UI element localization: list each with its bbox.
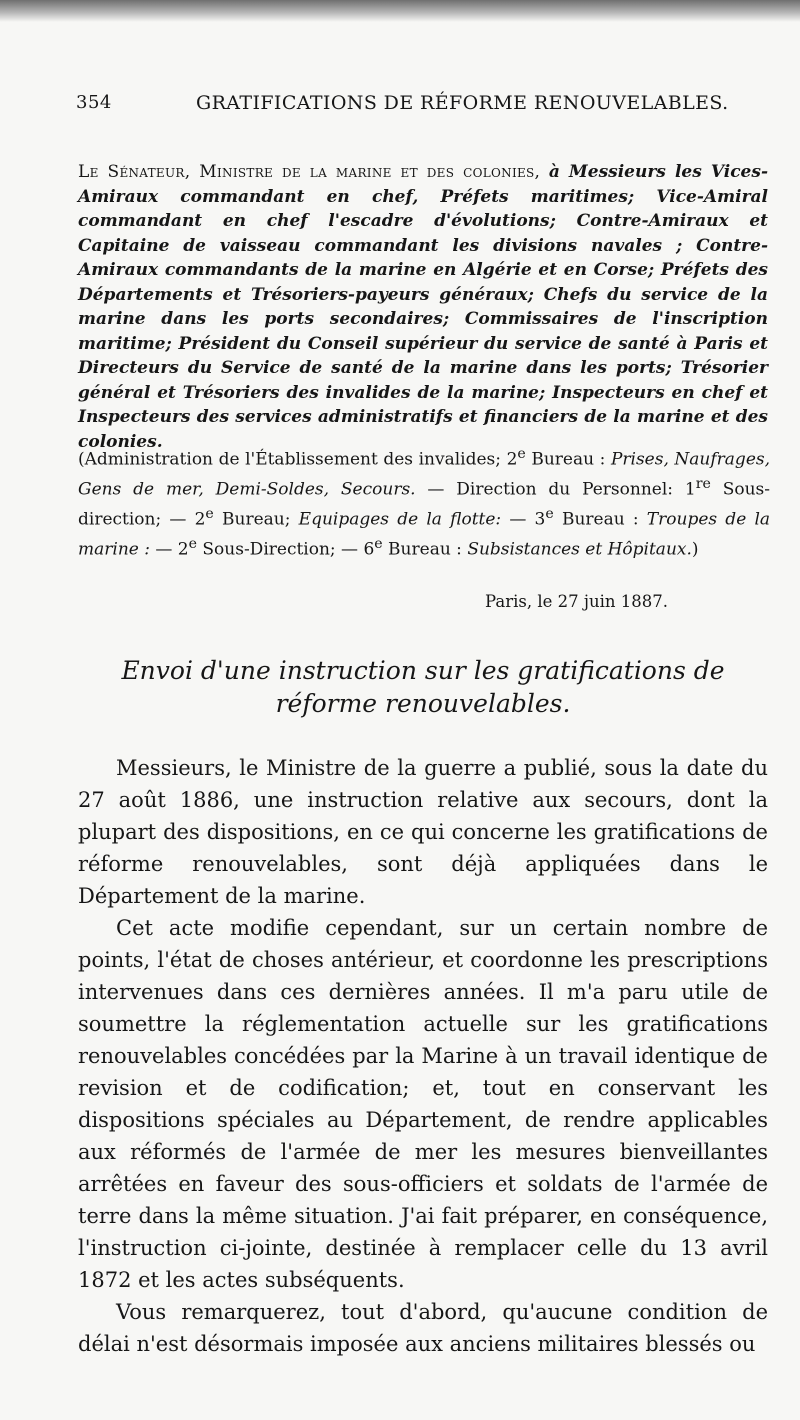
address-block — [78, 160, 768, 454]
admin-text: Sous-direction; — 2 — [78, 479, 770, 530]
dateline: Paris, le 27 juin 1887. — [485, 592, 668, 611]
admin-text: Bureau : — [382, 540, 468, 561]
admin-text: Bureau : — [553, 509, 647, 530]
body-text — [78, 752, 768, 1360]
admin-sup: e — [188, 536, 197, 553]
document-title: Envoi d'une instruction sur les gratifications de réforme renouvelables. — [121, 656, 725, 718]
admin-sup: e — [374, 536, 383, 553]
admin-text: — 3 — [501, 509, 546, 530]
page-number: 354 — [76, 92, 112, 113]
scan-edge-shadow — [0, 0, 800, 22]
admin-sup: e — [517, 446, 526, 462]
admin-text: Sous-Direction; — 6 — [196, 540, 375, 561]
body-paragraph: Vous remarquerez, tout d'abord, qu'aucune condition de délai n'est désormais imposée aux anciens militaires blessés ou — [78, 1300, 768, 1356]
admin-sup: re — [695, 476, 711, 493]
admin-text: (Administration de l'Établissement des invalides; 2 — [78, 449, 518, 470]
admin-sup: e — [205, 506, 214, 523]
admin-text: — 2 — [149, 540, 189, 561]
admin-text: Bureau : — [525, 449, 611, 470]
admin-text: ) — [691, 540, 699, 561]
admin-italic: Subsistances et Hôpitaux. — [467, 540, 692, 561]
admin-text: Bureau; — [213, 509, 299, 530]
body-paragraph: Cet acte modifie cependant, sur un certain nombre de points, l'état de choses antérieur, et coordonne les prescriptions intervenues dans ces dernières années. Il m'a paru utile de soumettre la réglementation actuelle sur les gratifications renouvelables concédées par la Marine à un travail identique de revision et de codification; et, tout en conservant les dispositions spéciales au Département, de rendre applicables aux réformés de l'armée de mer les mesures bienveillantes arrêtées en faveur des sous-officiers et soldats de l'armée de terre dans la même situation. J'ai fait préparer, en conséquence, l'instruction ci-jointe, destinée à remplacer celle du 13 avril 1872 et les actes subséquents. — [78, 916, 768, 1292]
running-title: GRATIFICATIONS DE RÉFORME RENOUVELABLES. — [196, 92, 729, 114]
admin-italic: Prises, Naufrages, Gens de mer, Demi-Soldes, Secours. — [78, 449, 771, 500]
administration-note — [78, 442, 770, 563]
sender: Le Sénateur, Ministre de la marine et des colonies, — [78, 162, 541, 182]
admin-sup: e — [545, 506, 554, 523]
recipients: à Messieurs les Vices-Amiraux commandant en chef, Préfets maritimes; Vice-Amiral commandant en chef l'escadre d'évolutions; Contre-Amiraux et Capitaine de vaisseau commandant les divisions navales ; Contre-Amiraux commandants de la marine en Algérie et en Corse; Préfets des Départements et Trésoriers-payeurs généraux; Chefs du service de la marine dans les ports secondaires; Commissaires de l'inscription maritime; Président du Conseil supérieur du service de santé à Paris et Directeurs du Service de santé de la marine dans les ports; Trésorier général et Trésoriers des invalides de la marine; Inspecteurs en chef et Inspecteurs des services administratifs et financiers de la marine et des colonies. — [78, 162, 768, 452]
body-paragraph: Messieurs, le Ministre de la guerre a publié, sous la date du 27 août 1886, une instruction relative aux secours, dont la plupart des dispositions, en ce qui concerne les gratifications de réforme renouvelables, sont déjà appliquées dans le Département de la marine. — [78, 756, 768, 908]
admin-italic: Equipages de la flotte: — [298, 509, 502, 530]
admin-italic: Troupes de la marine : — [78, 509, 771, 561]
admin-text: — Direction du Personnel: 1 — [415, 479, 696, 500]
page-header — [76, 92, 766, 118]
